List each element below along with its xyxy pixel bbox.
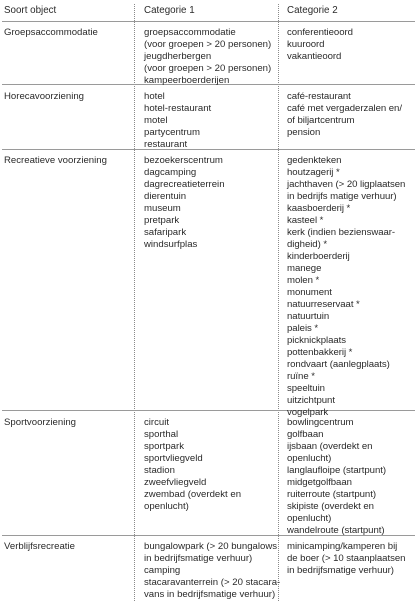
list-item: speeltuin [287, 383, 325, 394]
list-item: vakantieoord [287, 51, 342, 62]
row-label-horecavoorziening: Horecavoorziening [4, 91, 84, 102]
row-2-categorie-1 [144, 91, 211, 151]
list-item: kampeerboerderijen [144, 75, 230, 86]
list-item: dagrecreatieterrein [144, 179, 225, 190]
list-item: kuuroord [287, 39, 325, 50]
list-item: houtzagerij * [287, 167, 340, 178]
list-item: natuurreservaat * [287, 299, 360, 310]
list-item: natuurtuin [287, 311, 330, 322]
list-item: hotel-restaurant [144, 103, 212, 114]
list-item: ijsbaan (overdekt en [287, 441, 373, 452]
list-item: in bedrijfsmatige verhuur) [287, 565, 394, 576]
list-item: groepsaccommodatie [144, 27, 236, 38]
list-item: bungalowpark (> 20 bungalows [144, 541, 278, 552]
list-item: sportvliegveld [144, 453, 203, 464]
list-item: de boer (> 10 staanplaatsen [287, 553, 406, 564]
list-item: ruïne * [287, 371, 315, 382]
list-item: gedenkteken [287, 155, 342, 166]
column-divider-2 [278, 4, 279, 601]
list-item: museum [144, 203, 181, 214]
list-item: of biljartcentrum [287, 115, 355, 126]
list-item: kasteel * [287, 215, 324, 226]
list-item: sporthal [144, 429, 179, 440]
list-item: café-restaurant [287, 91, 351, 102]
row-1-categorie-2 [287, 27, 353, 63]
row-4-categorie-1 [144, 417, 241, 513]
list-item: digheid) * [287, 239, 328, 250]
list-item: jeugdherbergen [144, 51, 212, 62]
list-item: wandelroute (startpunt) [287, 525, 385, 536]
row-5-categorie-1 [144, 541, 280, 601]
list-item: paleis * [287, 323, 319, 334]
row-label-sportvoorziening: Sportvoorziening [4, 417, 76, 428]
list-item: openlucht) [287, 453, 332, 464]
list-item: stacaravanterrein (> 20 stacara- [144, 577, 281, 588]
list-item: uitzichtpunt [287, 395, 335, 406]
list-item: picknickplaats [287, 335, 347, 346]
row-1-categorie-1 [144, 27, 271, 87]
list-item: monument [287, 287, 332, 298]
list-item: circuit [144, 417, 170, 428]
list-item: café met vergaderzalen en/ [287, 103, 402, 114]
list-item: zweefvliegveld [144, 477, 207, 488]
header-rule [2, 21, 415, 22]
list-item: bezoekerscentrum [144, 155, 223, 166]
list-item: bowlingcentrum [287, 417, 354, 428]
row-label-recreatieve-voorziening: Recreatieve voorziening [4, 155, 107, 166]
header-categorie-2: Categorie 2 [287, 5, 338, 16]
row-label-verblijfsrecreatie: Verblijfsrecreatie [4, 541, 75, 552]
row-label-groepsaccommodatie: Groepsaccommodatie [4, 27, 98, 38]
list-item: hotel [144, 91, 165, 102]
list-item: pretpark [144, 215, 180, 226]
row-3-categorie-1 [144, 155, 225, 251]
list-item: in bedrijfs matige verhuur) [287, 191, 397, 202]
list-item: in bedrijfsmatige verhuur) [144, 553, 253, 564]
list-item: kerk (indien bezienswaar- [287, 227, 396, 238]
list-item: pottenbakkerij * [287, 347, 353, 358]
list-item: partycentrum [144, 127, 200, 138]
header-soort-object: Soort object [4, 5, 57, 16]
list-item: stadion [144, 465, 175, 476]
list-item: sportpark [144, 441, 184, 452]
list-item: manege [287, 263, 322, 274]
list-item: ruiterroute (startpunt) [287, 489, 376, 500]
list-item: conferentieoord [287, 27, 353, 38]
list-item: rondvaart (aanlegplaats) [287, 359, 390, 370]
list-item: langlaufloipe (startpunt) [287, 465, 387, 476]
list-item: restaurant [144, 139, 188, 150]
list-item: dierentuin [144, 191, 187, 202]
list-item: (voor groepen > 20 personen) [144, 63, 272, 74]
list-item: jachthaven (> 20 ligplaatsen [287, 179, 406, 190]
list-item: dagcamping [144, 167, 197, 178]
row-2-categorie-2 [287, 91, 402, 139]
list-item: windsurfplas [144, 239, 198, 250]
row-5-categorie-2 [287, 541, 405, 577]
list-item: safaripark [144, 227, 187, 238]
list-item: motel [144, 115, 168, 126]
list-item: golfbaan [287, 429, 324, 440]
list-item: vans in bedrijfsmatige verhuur) [144, 589, 276, 600]
list-item: openlucht) [287, 513, 332, 524]
list-item: openlucht) [144, 501, 189, 512]
list-item: camping [144, 565, 181, 576]
header-categorie-1: Categorie 1 [144, 5, 195, 16]
list-item: kinderboerderij [287, 251, 350, 262]
list-item: molen * [287, 275, 320, 286]
column-divider-1 [134, 4, 135, 601]
list-item: zwembad (overdekt en [144, 489, 242, 500]
list-item: midgetgolfbaan [287, 477, 352, 488]
list-item: pension [287, 127, 321, 138]
list-item: (voor groepen > 20 personen) [144, 39, 272, 50]
list-item: skipiste (overdekt en [287, 501, 374, 512]
row-4-categorie-2 [287, 417, 386, 537]
list-item: minicamping/kamperen bij [287, 541, 398, 552]
list-item: kaasboerderij * [287, 203, 351, 214]
list-item: vogelpark [287, 407, 329, 418]
row-3-categorie-2 [287, 155, 405, 419]
